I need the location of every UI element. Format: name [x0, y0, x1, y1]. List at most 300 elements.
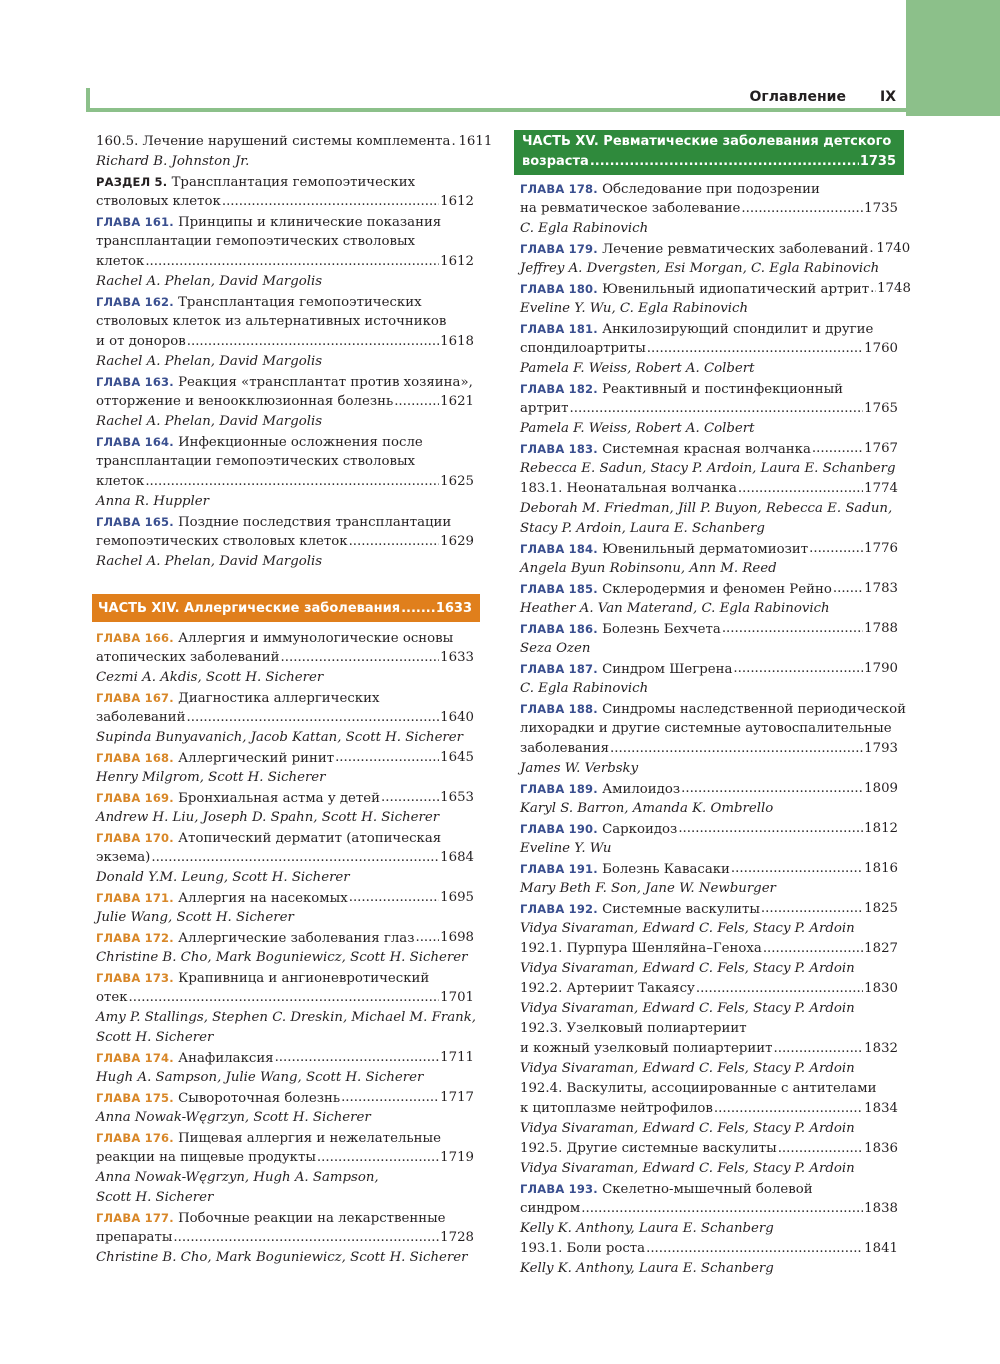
toc-page-number: 1816 — [864, 861, 898, 876]
dot-leader — [741, 199, 863, 219]
toc-entry-text — [96, 532, 348, 552]
toc-page-number: 1621 — [440, 394, 474, 409]
toc-entry-text — [96, 1148, 316, 1168]
dot-leader — [317, 1148, 439, 1168]
toc-entry-text — [520, 1199, 580, 1219]
toc-entry-text — [520, 239, 868, 259]
chapter-label: РАЗДЕЛ 5. — [96, 175, 168, 189]
toc-author: Kelly K. Anthony, Laura E. Schanberg — [520, 1261, 774, 1276]
toc-author: Rachel A. Phelan, David Margolis — [96, 274, 323, 289]
toc-title: Пищевая аллергия и нежелательные — [178, 1131, 441, 1146]
dot-leader — [349, 888, 439, 908]
part-heading-line — [522, 152, 896, 172]
section-color-tab — [906, 0, 1000, 116]
toc-entry-line — [520, 1179, 898, 1199]
chapter-label: ГЛАВА 190. — [520, 822, 598, 836]
toc-entry-text — [96, 848, 150, 868]
toc-page-number: 1783 — [864, 581, 898, 596]
toc-title: Синдромы наследственной периодической — [602, 702, 906, 717]
toc-entry — [520, 339, 898, 359]
chapter-label: ГЛАВА 164. — [96, 435, 174, 449]
toc-entry — [96, 988, 474, 1008]
dot-leader — [335, 748, 439, 768]
toc-entry-text — [96, 708, 186, 728]
toc-entry-text — [520, 619, 721, 639]
toc-entry-text — [96, 452, 415, 472]
toc-entry-line — [520, 1019, 898, 1039]
toc-entry-text — [96, 372, 473, 392]
toc-entry — [520, 1099, 898, 1119]
dot-leader — [590, 152, 859, 172]
toc-entry — [520, 1199, 898, 1219]
toc-title: препараты — [96, 1230, 173, 1245]
chapter-label: ГЛАВА 188. — [520, 702, 598, 716]
toc-title: стволовых клеток из альтернативных источников — [96, 314, 447, 329]
toc-entry-text — [96, 968, 429, 988]
toc-page-number: 1774 — [864, 481, 898, 496]
toc-page-number: 1827 — [864, 941, 898, 956]
dot-leader — [722, 619, 863, 639]
toc-entry — [520, 439, 898, 459]
toc-entry-text — [520, 339, 646, 359]
toc-entry-line — [96, 312, 474, 332]
toc-page-number: 1695 — [440, 890, 474, 905]
toc-title: 192.2. Артериит Такаясу — [520, 981, 695, 996]
toc-title: Аллергия и иммунологические основы — [178, 631, 454, 646]
toc-author: Andrew H. Liu, Joseph D. Spahn, Scott H. Sicherer — [96, 810, 440, 825]
toc-title: 193.1. Боли роста — [520, 1241, 646, 1256]
toc-title: стволовых клеток — [96, 194, 221, 209]
dot-leader — [381, 788, 439, 808]
dot-leader — [681, 779, 863, 799]
toc-author: Rachel A. Phelan, David Margolis — [96, 354, 323, 369]
toc-entry-text — [96, 472, 144, 492]
toc-author: Eveline Y. Wu — [520, 841, 612, 856]
toc-entry-text — [96, 988, 128, 1008]
dot-leader — [778, 1139, 863, 1159]
toc-entry-text — [96, 648, 280, 668]
toc-entry-text — [520, 939, 762, 959]
toc-entry-line — [96, 688, 474, 708]
toc-author: Cezmi A. Akdis, Scott H. Sicherer — [96, 670, 324, 685]
toc-page-number: 1832 — [864, 1041, 898, 1056]
toc-entry-text — [96, 888, 348, 908]
toc-title: Принципы и клинические показания — [178, 215, 442, 230]
toc-page-number: 1719 — [440, 1150, 474, 1165]
toc-entry-line — [96, 512, 474, 532]
toc-page-number: 1645 — [440, 750, 474, 765]
chapter-label: ГЛАВА 179. — [520, 242, 598, 256]
dot-leader — [870, 279, 876, 299]
toc-entry — [520, 939, 898, 959]
dot-leader — [696, 979, 863, 999]
toc-page-number: 1767 — [864, 441, 898, 456]
chapter-label: ГЛАВА 186. — [520, 622, 598, 636]
dot-leader — [714, 1099, 863, 1119]
toc-page-number: 1836 — [864, 1141, 898, 1156]
toc-entry-line — [520, 1079, 898, 1099]
toc-entry — [520, 399, 898, 419]
toc-title: и кожный узелковый полиартериит — [520, 1041, 773, 1056]
toc-entry-text — [520, 1239, 645, 1259]
toc-page-number: 1629 — [440, 534, 474, 549]
toc-title: отторжение и веноокклюзионная болезнь — [96, 394, 394, 409]
toc-title: Крапивница и ангионевротический — [178, 971, 430, 986]
chapter-label: ГЛАВА 176. — [96, 1131, 174, 1145]
dot-leader — [275, 1048, 440, 1068]
toc-entry-text — [96, 172, 415, 192]
chapter-label: ГЛАВА 174. — [96, 1051, 174, 1065]
dot-leader — [763, 939, 863, 959]
toc-title: Аллергия на насекомых — [178, 891, 348, 906]
dot-leader — [349, 532, 440, 552]
toc-title: Лечение ревматических заболеваний — [602, 242, 869, 257]
toc-entry — [96, 1228, 474, 1248]
toc-title: Диагностика аллергических — [178, 691, 380, 706]
part-title-continued: возраста — [522, 154, 589, 169]
chapter-label: ГЛАВА 175. — [96, 1091, 174, 1105]
toc-title: к цитоплазме нейтрофилов — [520, 1101, 713, 1116]
toc-page-number: 1611 — [458, 134, 493, 149]
toc-entry-text — [520, 439, 811, 459]
chapter-label: ГЛАВА 165. — [96, 515, 174, 529]
chapter-label: ГЛАВА 191. — [520, 862, 598, 876]
chapter-label: ГЛАВА 162. — [96, 295, 174, 309]
toc-page-number: 1684 — [440, 850, 474, 865]
toc-entry-line — [96, 432, 474, 452]
toc-title: клеток — [96, 254, 145, 269]
toc-entry-line — [96, 828, 474, 848]
toc-title: гемопоэтических стволовых клеток — [96, 534, 348, 549]
toc-entry-text — [96, 252, 144, 272]
toc-page-number: 1612 — [440, 254, 474, 269]
toc-entry-text — [520, 279, 869, 299]
toc-entry-text — [96, 1088, 340, 1108]
toc-author: Deborah M. Friedman, Jill P. Buyon, Rebecca E. Sadun, — [520, 501, 893, 516]
toc-entry-text — [520, 819, 677, 839]
toc-entry — [96, 1088, 474, 1108]
toc-author: Vidya Sivaraman, Edward C. Fels, Stacy P. Ardoin — [520, 1121, 855, 1136]
toc-entry-line — [96, 628, 474, 648]
toc-author: C. Egla Rabinovich — [520, 221, 649, 236]
chapter-label: ГЛАВА 187. — [520, 662, 598, 676]
toc-entry-text — [520, 579, 832, 599]
part-label: ЧАСТЬ XIV. — [98, 600, 180, 616]
toc-entry-text — [520, 1079, 876, 1099]
toc-page-number: 1825 — [864, 901, 898, 916]
toc-entry-text — [520, 779, 680, 799]
toc-entry-line — [520, 699, 906, 719]
toc-entry-line — [520, 379, 898, 399]
toc-entry-text — [96, 748, 334, 768]
toc-entry-line — [96, 172, 474, 192]
toc-title: Ювенильный дерматомиозит — [602, 542, 809, 557]
toc-entry-text — [96, 688, 379, 708]
dot-leader — [187, 708, 440, 728]
toc-entry-text — [520, 739, 609, 759]
toc-title: заболевания — [520, 741, 610, 756]
toc-author: Karyl S. Barron, Amanda K. Ombrello — [520, 801, 774, 816]
dot-leader — [145, 472, 439, 492]
toc-page-number: 1812 — [864, 821, 898, 836]
toc-entry-text — [520, 719, 892, 739]
toc-entry — [96, 1048, 474, 1068]
toc-title: Ювенильный идиопатический артрит — [602, 282, 870, 297]
toc-entry — [96, 192, 474, 212]
toc-page-number: 1701 — [440, 990, 474, 1005]
toc-entry-line — [96, 372, 474, 392]
chapter-label: ГЛАВА 189. — [520, 782, 598, 796]
toc-entry — [96, 132, 493, 152]
toc-page-number: 1830 — [864, 981, 898, 996]
toc-title: и от доноров — [96, 334, 186, 349]
toc-entry — [520, 479, 898, 499]
dot-leader — [151, 848, 439, 868]
toc-entry — [520, 979, 898, 999]
chapter-label: ГЛАВА 193. — [520, 1182, 598, 1196]
dot-leader — [731, 859, 863, 879]
toc-page-number: 1834 — [864, 1101, 898, 1116]
toc-entry — [96, 788, 474, 808]
toc-title: Аллергический ринит — [178, 751, 335, 766]
toc-title: Реактивный и постинфекционный — [602, 382, 844, 397]
chapter-label: ГЛАВА 167. — [96, 691, 174, 705]
toc-author: Pamela F. Weiss, Robert A. Colbert — [520, 421, 755, 436]
toc-entry-text — [520, 859, 730, 879]
dot-leader — [738, 479, 863, 499]
toc-title: Аллергические заболевания глаз — [178, 931, 415, 946]
toc-author: Richard B. Johnston Jr. — [96, 154, 250, 169]
dot-leader — [647, 339, 863, 359]
part-heading-text — [98, 599, 400, 619]
toc-entry-text — [96, 132, 450, 152]
toc-title: Склеродермия и феномен Рейно — [602, 582, 832, 597]
toc-page-number: 1698 — [440, 930, 474, 945]
dot-leader — [187, 332, 439, 352]
toc-entry-text — [520, 1139, 777, 1159]
toc-author: Vidya Sivaraman, Edward C. Fels, Stacy P. Ardoin — [520, 1001, 855, 1016]
dot-leader — [570, 399, 864, 419]
toc-author: Seza Ozen — [520, 641, 591, 656]
toc-title: атопических заболеваний — [96, 650, 280, 665]
toc-page-number: 1612 — [440, 194, 474, 209]
part-heading-line — [522, 132, 896, 152]
dot-leader — [833, 579, 863, 599]
toc-page-number: 1735 — [864, 201, 898, 216]
toc-page-number: 1640 — [440, 710, 474, 725]
toc-author: Jeffrey A. Dvergsten, Esi Morgan, C. Egla Rabinovich — [520, 261, 880, 276]
toc-entry — [96, 332, 474, 352]
toc-title: Анафилаксия — [178, 1051, 274, 1066]
toc-entry-text — [520, 1179, 813, 1199]
toc-right-column — [520, 132, 911, 1279]
toc-title: 192.5. Другие системные васкулиты — [520, 1141, 777, 1156]
toc-page-number: 1760 — [864, 341, 898, 356]
toc-entry-text — [96, 432, 423, 452]
toc-author: Vidya Sivaraman, Edward C. Fels, Stacy P. Ardoin — [520, 1161, 855, 1176]
toc-title: Системная красная волчанка — [602, 442, 811, 457]
toc-entry — [96, 532, 474, 552]
toc-entry-line — [96, 292, 474, 312]
dot-leader — [451, 132, 457, 152]
toc-entry — [96, 748, 474, 768]
chapter-label: ГЛАВА 170. — [96, 831, 174, 845]
chapter-label: ГЛАВА 171. — [96, 891, 174, 905]
toc-author: James W. Verbsky — [520, 761, 639, 776]
toc-page-number: 1790 — [864, 661, 898, 676]
dot-leader — [646, 1239, 863, 1259]
toc-title: Болезнь Кавасаки — [602, 862, 730, 877]
toc-entry-text — [520, 539, 808, 559]
dot-leader — [809, 539, 863, 559]
toc-author: Rebecca E. Sadun, Stacy P. Ardoin, Laura E. Schanberg — [520, 461, 896, 476]
toc-title: Поздние последствия трансплантации — [178, 515, 452, 530]
chapter-label: ГЛАВА 192. — [520, 902, 598, 916]
toc-title: артрит — [520, 401, 569, 416]
toc-author: Angela Byun Robinsonu, Ann M. Reed — [520, 561, 777, 576]
toc-entry — [96, 648, 474, 668]
toc-author: Rachel A. Phelan, David Margolis — [96, 554, 323, 569]
toc-author: Anna R. Huppler — [96, 494, 210, 509]
toc-entry-text — [96, 788, 380, 808]
toc-entry-text — [96, 512, 451, 532]
toc-title: Болезнь Бехчета — [602, 622, 721, 637]
toc-title: 183.1. Неонатальная волчанка — [520, 481, 737, 496]
dot-leader — [145, 252, 439, 272]
toc-author: Scott H. Sicherer — [96, 1190, 214, 1205]
toc-author: Amy P. Stallings, Stephen C. Dreskin, Michael M. Frank, — [96, 1010, 476, 1025]
toc-author: Anna Nowak-Węgrzyn, Hugh A. Sampson, — [96, 1170, 379, 1185]
toc-title: синдром — [520, 1201, 581, 1216]
toc-entry — [520, 199, 898, 219]
toc-page-number: 1618 — [440, 334, 474, 349]
toc-page-number: 1711 — [440, 1050, 474, 1065]
toc-entry-text — [96, 928, 414, 948]
toc-entry — [96, 1148, 474, 1168]
toc-entry — [520, 859, 898, 879]
toc-entry-line — [520, 719, 898, 739]
toc-title: Системные васкулиты — [602, 902, 760, 917]
toc-entry — [96, 708, 474, 728]
toc-author: Pamela F. Weiss, Robert A. Colbert — [520, 361, 755, 376]
toc-page-number: 1788 — [864, 621, 898, 636]
chapter-label: ГЛАВА 181. — [520, 322, 598, 336]
toc-entry — [96, 888, 474, 908]
toc-title: Сывороточная болезнь — [178, 1091, 341, 1106]
toc-entry-text — [96, 828, 441, 848]
toc-author: Vidya Sivaraman, Edward C. Fels, Stacy P. Ardoin — [520, 921, 855, 936]
toc-page-number: 1748 — [877, 281, 911, 296]
toc-entry — [520, 819, 898, 839]
toc-title: на ревматическое заболевание — [520, 201, 741, 216]
part-title: Аллергические заболевания — [184, 600, 401, 616]
toc-page-number: 1765 — [864, 401, 898, 416]
toc-entry — [520, 1239, 898, 1259]
dot-leader — [761, 899, 863, 919]
toc-page-number: 1776 — [864, 541, 898, 556]
dot-leader — [812, 439, 863, 459]
toc-entry-text — [520, 399, 569, 419]
toc-page-number: 1841 — [864, 1241, 898, 1256]
dot-leader — [869, 239, 875, 259]
toc-author: Kelly K. Anthony, Laura E. Schanberg — [520, 1221, 774, 1236]
page-number: IX — [879, 89, 896, 105]
toc-entry — [520, 1139, 898, 1159]
toc-title: Амилоидоз — [602, 782, 681, 797]
toc-entry-text — [520, 1019, 747, 1039]
chapter-label: ГЛАВА 184. — [520, 542, 598, 556]
dot-leader — [222, 192, 439, 212]
chapter-label: ГЛАВА 185. — [520, 582, 598, 596]
toc-title: трансплантации гемопоэтических стволовых — [96, 234, 416, 249]
toc-entry-text — [96, 332, 186, 352]
dot-leader — [341, 1088, 439, 1108]
toc-author: Eveline Y. Wu, C. Egla Rabinovich — [520, 301, 749, 316]
toc-author: Mary Beth F. Son, Jane W. Newburger — [520, 881, 776, 896]
chapter-label: ГЛАВА 168. — [96, 751, 174, 765]
toc-title: Синдром Шегрена — [602, 662, 733, 677]
chapter-label: ГЛАВА 173. — [96, 971, 174, 985]
part-label: ЧАСТЬ XV. — [522, 134, 599, 149]
dot-leader — [773, 1039, 863, 1059]
chapter-label: ГЛАВА 166. — [96, 631, 174, 645]
toc-title: Трансплантация гемопоэтических — [171, 175, 416, 190]
part-page-number: 1633 — [435, 600, 472, 616]
toc-entry — [96, 928, 474, 948]
toc-entry-line — [96, 1208, 474, 1228]
toc-author: Hugh A. Sampson, Julie Wang, Scott H. Sicherer — [96, 1070, 424, 1085]
dot-leader — [733, 659, 863, 679]
chapter-label: ГЛАВА 183. — [520, 442, 598, 456]
chapter-label: ГЛАВА 180. — [520, 282, 598, 296]
toc-author: Heather A. Van Materand, C. Egla Rabinovich — [520, 601, 830, 616]
dot-leader — [394, 392, 439, 412]
toc-title: реакции на пищевые продукты — [96, 1150, 316, 1165]
toc-entry-text — [96, 312, 446, 332]
dot-leader — [401, 599, 435, 619]
toc-entry — [520, 579, 898, 599]
toc-entry — [520, 619, 898, 639]
toc-title: Скелетно-мышечный болевой — [602, 1182, 813, 1197]
toc-author: Henry Milgrom, Scott H. Sicherer — [96, 770, 326, 785]
toc-title: 192.3. Узелковый полиартериит — [520, 1021, 747, 1036]
toc-title: 160.5. Лечение нарушений системы комплемента — [96, 134, 451, 149]
part-heading-band — [92, 594, 480, 622]
running-title: Оглавление — [749, 89, 846, 105]
toc-entry — [520, 539, 898, 559]
chapter-label: ГЛАВА 178. — [520, 182, 598, 196]
toc-entry-text — [96, 232, 415, 252]
toc-author: Scott H. Sicherer — [96, 1030, 214, 1045]
toc-entry-text — [520, 899, 760, 919]
toc-page-number: 1625 — [440, 474, 474, 489]
toc-title: Трансплантация гемопоэтических — [178, 295, 422, 310]
toc-entry-text — [520, 699, 906, 719]
toc-entry-text — [520, 1099, 713, 1119]
chapter-label: ГЛАВА 177. — [96, 1211, 174, 1225]
toc-page-number: 1717 — [440, 1090, 474, 1105]
part-page-number: 1735 — [859, 154, 896, 169]
toc-author: Julie Wang, Scott H. Sicherer — [96, 910, 294, 925]
toc-author: Vidya Sivaraman, Edward C. Fels, Stacy P. Ardoin — [520, 1061, 855, 1076]
part-heading-band — [514, 130, 904, 175]
toc-entry-text — [520, 319, 873, 339]
toc-author: Donald Y.M. Leung, Scott H. Sicherer — [96, 870, 350, 885]
dot-leader — [173, 1228, 439, 1248]
toc-author: Stacy P. Ardoin, Laura E. Schanberg — [520, 521, 765, 536]
toc-title: Инфекционные осложнения после — [178, 435, 423, 450]
toc-title: заболеваний — [96, 710, 186, 725]
